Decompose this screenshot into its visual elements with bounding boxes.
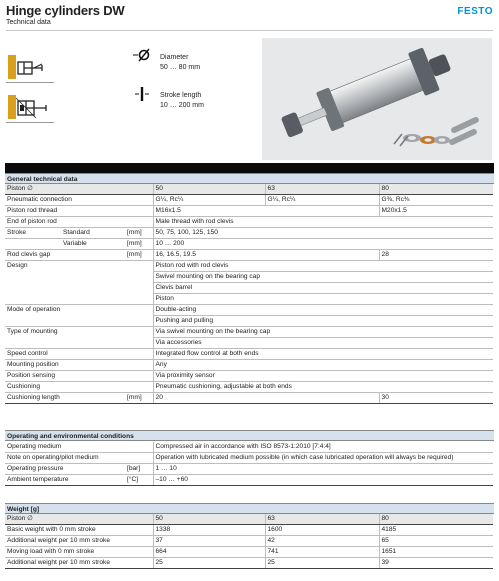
cell-value: M16x1.5	[153, 206, 379, 217]
cylinder-symbol-icon	[6, 52, 54, 82]
row-unit: [°C]	[125, 475, 153, 486]
cell-value: Compressed air in accordance with ISO 8573-1:2010 [7:4:4]	[153, 442, 493, 453]
operating-table	[5, 442, 493, 486]
row-label: Cushioning length	[5, 393, 125, 404]
row-label: End of piston rod	[5, 217, 153, 228]
table-row	[5, 327, 493, 338]
cell-value: Piston	[153, 294, 493, 305]
piston-80: 80	[379, 514, 493, 525]
cell-value: 28	[379, 250, 493, 261]
piston-63: 63	[265, 514, 379, 525]
table-row	[5, 228, 493, 239]
table-row	[5, 349, 493, 360]
cell-value: 10 … 200	[153, 239, 493, 250]
cylinder-symbol-1	[6, 52, 54, 83]
diameter-range: 50 … 80 mm	[160, 64, 201, 71]
page-title: Hinge cylinders DW	[6, 3, 125, 18]
piston-50: 50	[153, 514, 265, 525]
cell-value: 50, 75, 100, 125, 150	[153, 228, 493, 239]
header-divider	[6, 30, 493, 31]
cell-value: Double-acting	[153, 305, 493, 316]
table-row	[5, 360, 493, 371]
cylinder-cushion-symbol-icon	[6, 92, 54, 122]
cell-value: 39	[379, 558, 493, 569]
brand-logo: FESTO	[457, 6, 493, 17]
diameter-icon	[133, 48, 151, 67]
cell-value: Via swivel mounting on the bearing cap	[153, 327, 493, 338]
table-row	[5, 536, 493, 547]
table-row	[5, 442, 493, 453]
cell-value: 65	[379, 536, 493, 547]
cell-value: –10 … +60	[153, 475, 493, 486]
diameter-info	[160, 53, 200, 73]
cell-value: 25	[153, 558, 265, 569]
cell-value: Operation with lubricated medium possible (in which case lubricated operation will always be required)	[153, 453, 493, 464]
piston-label: Piston ∅	[5, 184, 153, 195]
cell-value: Any	[153, 360, 493, 371]
stroke-range: 10 … 200 mm	[160, 102, 204, 109]
general-section-title: General technical data	[5, 173, 494, 184]
table-row	[5, 393, 493, 404]
row-unit: [mm]	[125, 393, 153, 404]
cell-value: M20x1.5	[379, 206, 493, 217]
table-row	[5, 547, 493, 558]
row-label: Operating pressure	[5, 464, 125, 475]
general-data-table	[5, 184, 493, 404]
cell-value: 30	[379, 393, 493, 404]
cell-value: 1651	[379, 547, 493, 558]
cell-value: Via accessories	[153, 338, 493, 349]
cell-value: 37	[153, 536, 265, 547]
piston-label: Piston ∅	[5, 514, 153, 525]
table-row	[5, 475, 493, 486]
row-unit	[125, 453, 153, 464]
row-unit: [mm]	[125, 228, 153, 239]
table-row	[5, 464, 493, 475]
cell-value: Swivel mounting on the bearing cap	[153, 272, 493, 283]
row-unit	[125, 442, 153, 453]
row-label: Mode of operation	[5, 305, 153, 327]
cell-value: G¼, Rc¼	[265, 195, 379, 206]
row-label: Cushioning	[5, 382, 153, 393]
row-label: Operating medium	[5, 442, 125, 453]
table-row	[5, 371, 493, 382]
piston-63: 63	[265, 184, 379, 195]
cylinder-symbol-2	[6, 92, 54, 123]
cell-value: 741	[265, 547, 379, 558]
row-label: Rod clevis gap	[5, 250, 125, 261]
row-label: Note on operating/pilot medium	[5, 453, 125, 464]
table-row	[5, 558, 493, 569]
cell-value: Male thread with rod clevis	[153, 217, 493, 228]
stroke-label: Stroke length	[160, 92, 202, 99]
cell-value: 20	[153, 393, 379, 404]
table-row	[5, 206, 493, 217]
row-sublabel: Variable	[61, 239, 125, 250]
cell-value: Via proximity sensor	[153, 371, 493, 382]
product-photo	[262, 38, 492, 160]
cell-value: 4185	[379, 525, 493, 536]
cell-value: 1600	[265, 525, 379, 536]
row-label: Design	[5, 261, 153, 305]
cell-value: 1338	[153, 525, 265, 536]
row-label: Piston rod thread	[5, 206, 153, 217]
row-sublabel: Standard	[61, 228, 125, 239]
row-label: Type of mounting	[5, 327, 153, 349]
row-label: Ambient temperature	[5, 475, 125, 486]
cell-value: Clevis barrel	[153, 283, 493, 294]
row-label	[5, 239, 61, 250]
piston-50: 50	[153, 184, 265, 195]
cell-value: Piston rod with rod clevis	[153, 261, 493, 272]
row-label: Mounting position	[5, 360, 153, 371]
cell-value: 25	[265, 558, 379, 569]
table-row	[5, 195, 493, 206]
row-unit: [mm]	[125, 239, 153, 250]
stroke-length-icon	[135, 87, 149, 106]
cell-value: Integrated flow control at both ends	[153, 349, 493, 360]
table-row	[5, 525, 493, 536]
page-subtitle: Technical data	[6, 19, 51, 26]
weight-section-title: Weight [g]	[5, 503, 494, 514]
cell-value: Pneumatic cushioning, adjustable at both ends	[153, 382, 493, 393]
row-label: Additional weight per 10 mm stroke	[5, 536, 153, 547]
diameter-label: Diameter	[160, 54, 189, 61]
row-label: Pneumatic connection	[5, 195, 153, 206]
row-unit: [bar]	[125, 464, 153, 475]
row-label: Additional weight per 10 mm stroke	[5, 558, 153, 569]
row-unit: [mm]	[125, 250, 153, 261]
row-label: Moving load with 0 mm stroke	[5, 547, 153, 558]
cell-value: 16, 16.5, 19.5	[153, 250, 379, 261]
cell-value: 1 … 10	[153, 464, 493, 475]
cell-value: 42	[265, 536, 379, 547]
table-row	[5, 382, 493, 393]
section-bar	[5, 163, 494, 173]
cell-value: 664	[153, 547, 265, 558]
table-row	[5, 239, 493, 250]
row-label: Basic weight with 0 mm stroke	[5, 525, 153, 536]
cell-value: G⅜, Rc⅜	[379, 195, 493, 206]
operating-section-title: Operating and environmental conditions	[5, 430, 494, 441]
table-row	[5, 514, 493, 525]
table-row	[5, 453, 493, 464]
row-label: Position sensing	[5, 371, 153, 382]
table-row	[5, 184, 493, 195]
cell-value: G¼, Rc¼	[153, 195, 265, 206]
cell-value: Pushing and pulling	[153, 316, 493, 327]
table-row	[5, 217, 493, 228]
piston-80: 80	[379, 184, 493, 195]
stroke-info	[160, 91, 204, 111]
table-row	[5, 305, 493, 316]
table-row	[5, 250, 493, 261]
row-label: Stroke	[5, 228, 61, 239]
table-row	[5, 261, 493, 272]
row-label: Speed control	[5, 349, 153, 360]
weight-table	[5, 514, 493, 569]
